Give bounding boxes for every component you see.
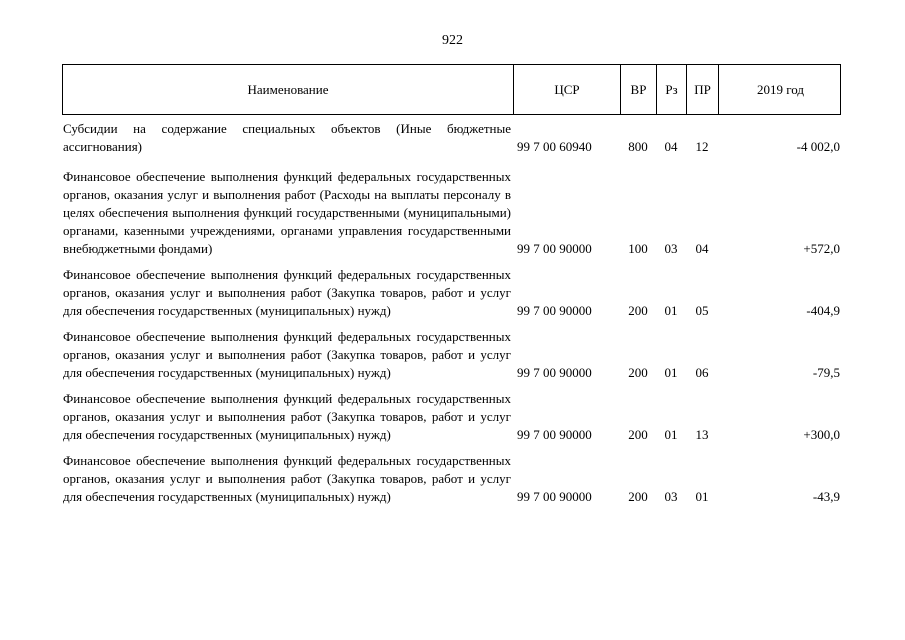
row-vr: 800 — [628, 139, 648, 154]
row-name: Субсидии на содержание специальных объектов (Иные бюджетные ассигнования) — [63, 121, 511, 154]
row-csr: 99 7 00 90000 — [517, 489, 592, 504]
header-vr: ВР — [621, 65, 657, 114]
row-amount: +572,0 — [803, 241, 840, 256]
header-name: Наименование — [63, 65, 514, 114]
row-rz: 01 — [664, 427, 678, 442]
row-vr: 200 — [628, 489, 648, 504]
row-amount: -4 002,0 — [796, 139, 840, 154]
row-vr: 200 — [628, 427, 648, 442]
table-row — [62, 266, 841, 320]
row-name: Финансовое обеспечение выполнения функций федеральных государственных органов, оказания услуг и выполнения работ (Закупка товаров, работ и услуг для обеспечения государственных (муниципальных) нужд) — [63, 329, 511, 380]
row-vr: 100 — [628, 241, 648, 256]
header-year: 2019 год — [757, 81, 804, 97]
row-csr: 99 7 00 90000 — [517, 365, 592, 380]
header-pr: ПР — [687, 65, 719, 114]
row-pr: 06 — [695, 365, 709, 380]
row-name: Финансовое обеспечение выполнения функций федеральных государственных органов, оказания услуг и выполнения работ (Закупка товаров, работ и услуг для обеспечения государственных (муниципальных) нужд) — [63, 453, 511, 504]
row-rz: 03 — [664, 489, 678, 504]
row-amount: +300,0 — [803, 427, 840, 442]
row-csr: 99 7 00 90000 — [517, 241, 592, 256]
row-pr: 04 — [695, 241, 709, 256]
table-row — [62, 328, 841, 382]
row-rz: 03 — [664, 241, 678, 256]
page-number: 922 — [442, 33, 463, 48]
row-amount: -404,9 — [806, 303, 840, 318]
header-rz: Рз — [657, 65, 687, 114]
row-pr: 12 — [695, 139, 709, 154]
row-csr: 99 7 00 60940 — [517, 139, 592, 154]
row-pr: 01 — [695, 489, 709, 504]
table-row — [62, 390, 841, 444]
header-csr: ЦСР — [514, 65, 621, 114]
row-vr: 200 — [628, 303, 648, 318]
row-rz: 01 — [664, 365, 678, 380]
table-row — [62, 168, 841, 258]
row-amount: -79,5 — [812, 365, 840, 380]
row-pr: 05 — [695, 303, 709, 318]
row-csr: 99 7 00 90000 — [517, 427, 592, 442]
row-rz: 04 — [664, 139, 678, 154]
table-row — [62, 120, 841, 156]
row-name: Финансовое обеспечение выполнения функций федеральных государственных органов, оказания услуг и выполнения работ (Закупка товаров, работ и услуг для обеспечения государственных (муниципальных) нужд) — [63, 267, 511, 318]
row-name: Финансовое обеспечение выполнения функций федеральных государственных органов, оказания услуг и выполнения работ (Закупка товаров, работ и услуг для обеспечения государственных (муниципальных) нужд) — [63, 391, 511, 442]
row-name: Финансовое обеспечение выполнения функций федеральных государственных органов, оказания услуг и выполнения работ (Расходы на выплаты персоналу в целях обеспечения выполнения функций государственными (муниципальными) органами, казенными учреждениями, органами управления государственными внебюджетными фондами) — [63, 169, 511, 256]
table-row — [62, 452, 841, 506]
table-header-row — [62, 64, 841, 115]
row-pr: 13 — [695, 427, 709, 442]
row-csr: 99 7 00 90000 — [517, 303, 592, 318]
row-vr: 200 — [628, 365, 648, 380]
row-rz: 01 — [664, 303, 678, 318]
row-amount: -43,9 — [812, 489, 840, 504]
budget-table — [62, 64, 841, 506]
